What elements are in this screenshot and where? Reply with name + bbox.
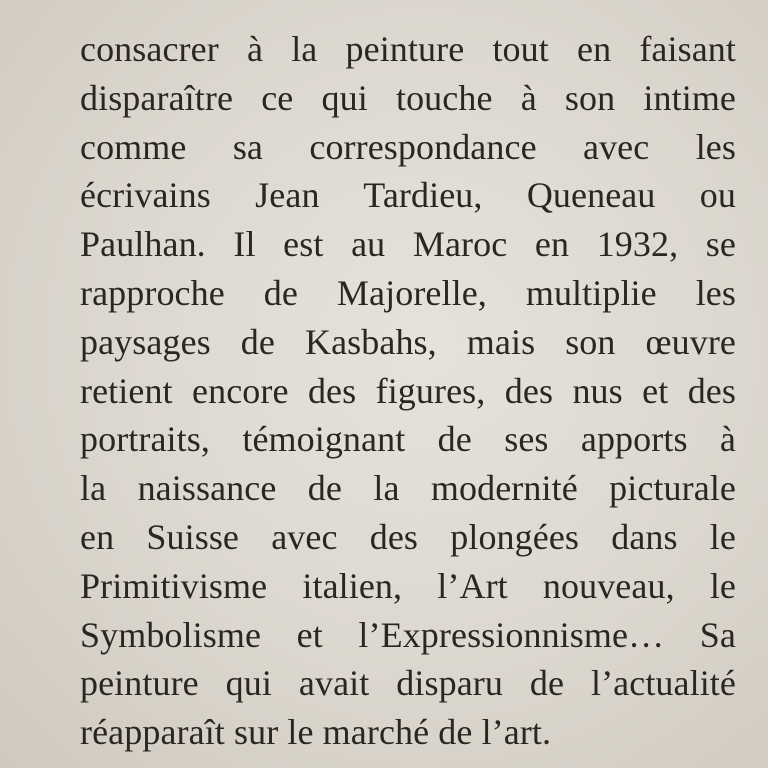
text-line: peinture qui avait disparu de l’actualité bbox=[80, 663, 736, 704]
text-line: rapproche de Majorelle, multiplie les bbox=[80, 272, 736, 313]
text-line: en Suisse avec des plongées dans le bbox=[80, 516, 736, 557]
text-line: portraits, témoignant de ses apports à bbox=[80, 419, 736, 460]
text-line-last: réapparaît sur le marché de l’art. bbox=[80, 712, 552, 753]
text-line: écrivains Jean Tardieu, Queneau ou bbox=[80, 175, 736, 216]
text-line: Paulhan. Il est au Maroc en 1932, se bbox=[80, 224, 736, 265]
text-line: Primitivisme italien, l’Art nouveau, le bbox=[80, 565, 736, 606]
body-paragraph bbox=[80, 25, 736, 757]
text-line: la naissance de la modernité picturale bbox=[80, 468, 736, 509]
text-line: consacrer à la peinture tout en faisant bbox=[80, 29, 736, 69]
text-line: retient encore des figures, des nus et des bbox=[80, 370, 736, 411]
text-line: Symbolisme et l’Expressionnisme… Sa bbox=[80, 614, 736, 655]
text-line: disparaître ce qui touche à son intime bbox=[80, 77, 736, 118]
text-line: comme sa correspondance avec les bbox=[80, 126, 736, 167]
text-line: paysages de Kasbahs, mais son œuvre bbox=[80, 321, 736, 362]
